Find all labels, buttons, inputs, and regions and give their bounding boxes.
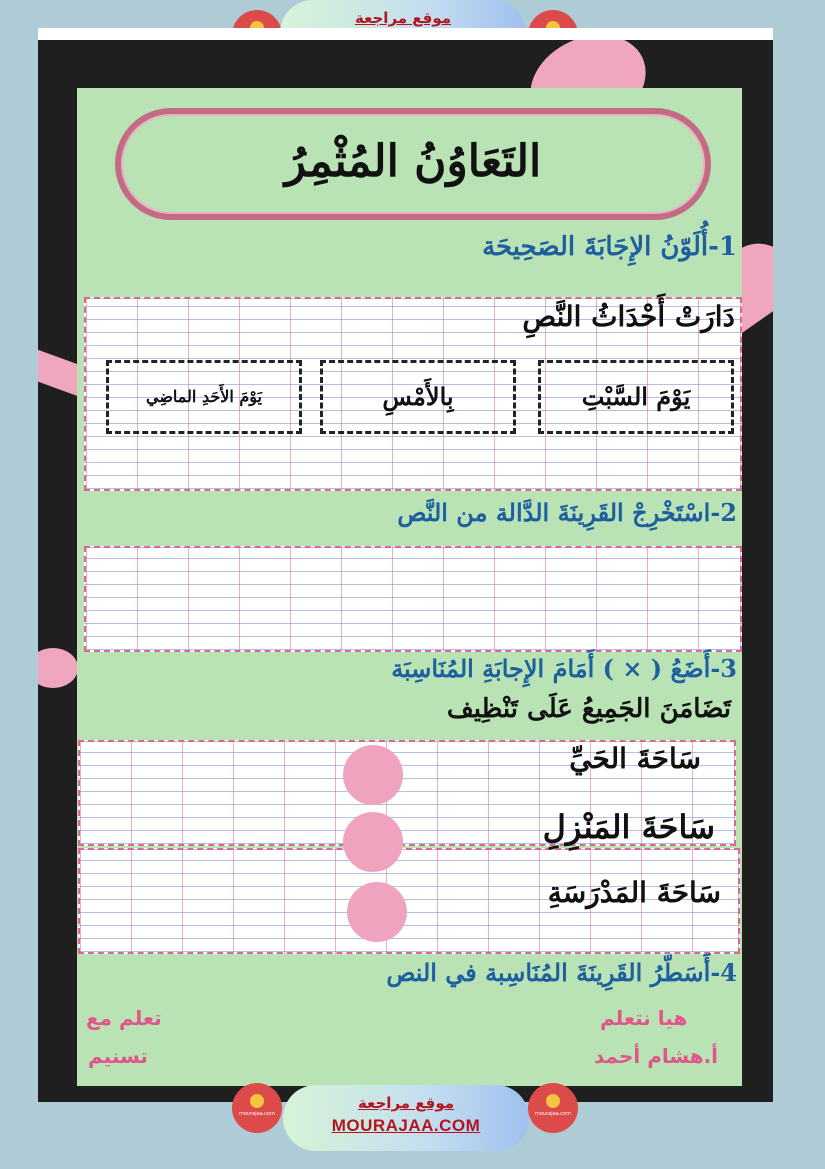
q3-choice-school: سَاحَةَ المَدْرَسَةِ [547, 876, 721, 909]
site-logo-right: mourajaa.com [528, 1083, 578, 1133]
footer-credit-line1-right: هيا نتعلم [600, 1006, 688, 1030]
q1-option-yesterday[interactable]: بِالأَمْسِ [320, 360, 516, 434]
q3-prompt: تَضَامَنَ الجَمِيعُ عَلَى تَنْظِيف [446, 694, 731, 724]
frame-top-edge [38, 28, 773, 40]
q3-choice-house: سَاحَةَ المَنْزِلِ [542, 808, 715, 846]
footer-credit-line1-left: تعلم مع [86, 1006, 162, 1030]
q2-answer-grid[interactable] [84, 546, 742, 652]
site-banner-bottom[interactable] [283, 1085, 529, 1151]
banner-domain-link[interactable]: MOURAJAA.COM [331, 1116, 481, 1135]
site-logo-left: mourajaa.com [232, 1083, 282, 1133]
q3-heading: 3-أَضَعُ ( × ) أَمَامَ الإِجابَةِ المُنَاسِبَة [391, 654, 737, 683]
banner-arabic-text: موقع مراجعة [357, 1094, 455, 1112]
q1-option-saturday[interactable]: يَوْمَ السَّبْتِ [538, 360, 734, 434]
q3-choice-marker[interactable] [347, 882, 407, 942]
q3-choice-neighborhood: سَاحَةَ الحَيِّ [569, 742, 701, 775]
pink-shape [38, 648, 78, 688]
q1-prompt: دَارَتْ أَحْدَاثُ النَّصِ [522, 300, 735, 333]
banner-arabic-text: موقع مراجعة [354, 9, 452, 27]
q4-heading: 4-أَسَطّرُ القَرِينَةَ المُنَاسِبة في النص [386, 958, 737, 987]
footer-credit-line2-left: تسنيم [88, 1044, 148, 1068]
footer-credit-line2-right: أ.هشام أحمد [594, 1044, 719, 1068]
q1-option-last-sunday[interactable]: يَوْمَ الأَحَدِ الماضِي [106, 360, 302, 434]
q2-heading: 2-اسْتَخْرِجْ القَرِينَةَ الدَّالة من النَّص [397, 498, 737, 527]
q1-heading: 1-أُلَوّنُ الإِجَابَةَ الصَحِيحَة [482, 232, 737, 262]
q3-choice-marker[interactable] [343, 812, 403, 872]
q3-choice-marker[interactable] [343, 745, 403, 805]
title-banner [115, 108, 711, 220]
worksheet-title: التَعَاوُنُ المُثْمِرُ [284, 136, 542, 187]
